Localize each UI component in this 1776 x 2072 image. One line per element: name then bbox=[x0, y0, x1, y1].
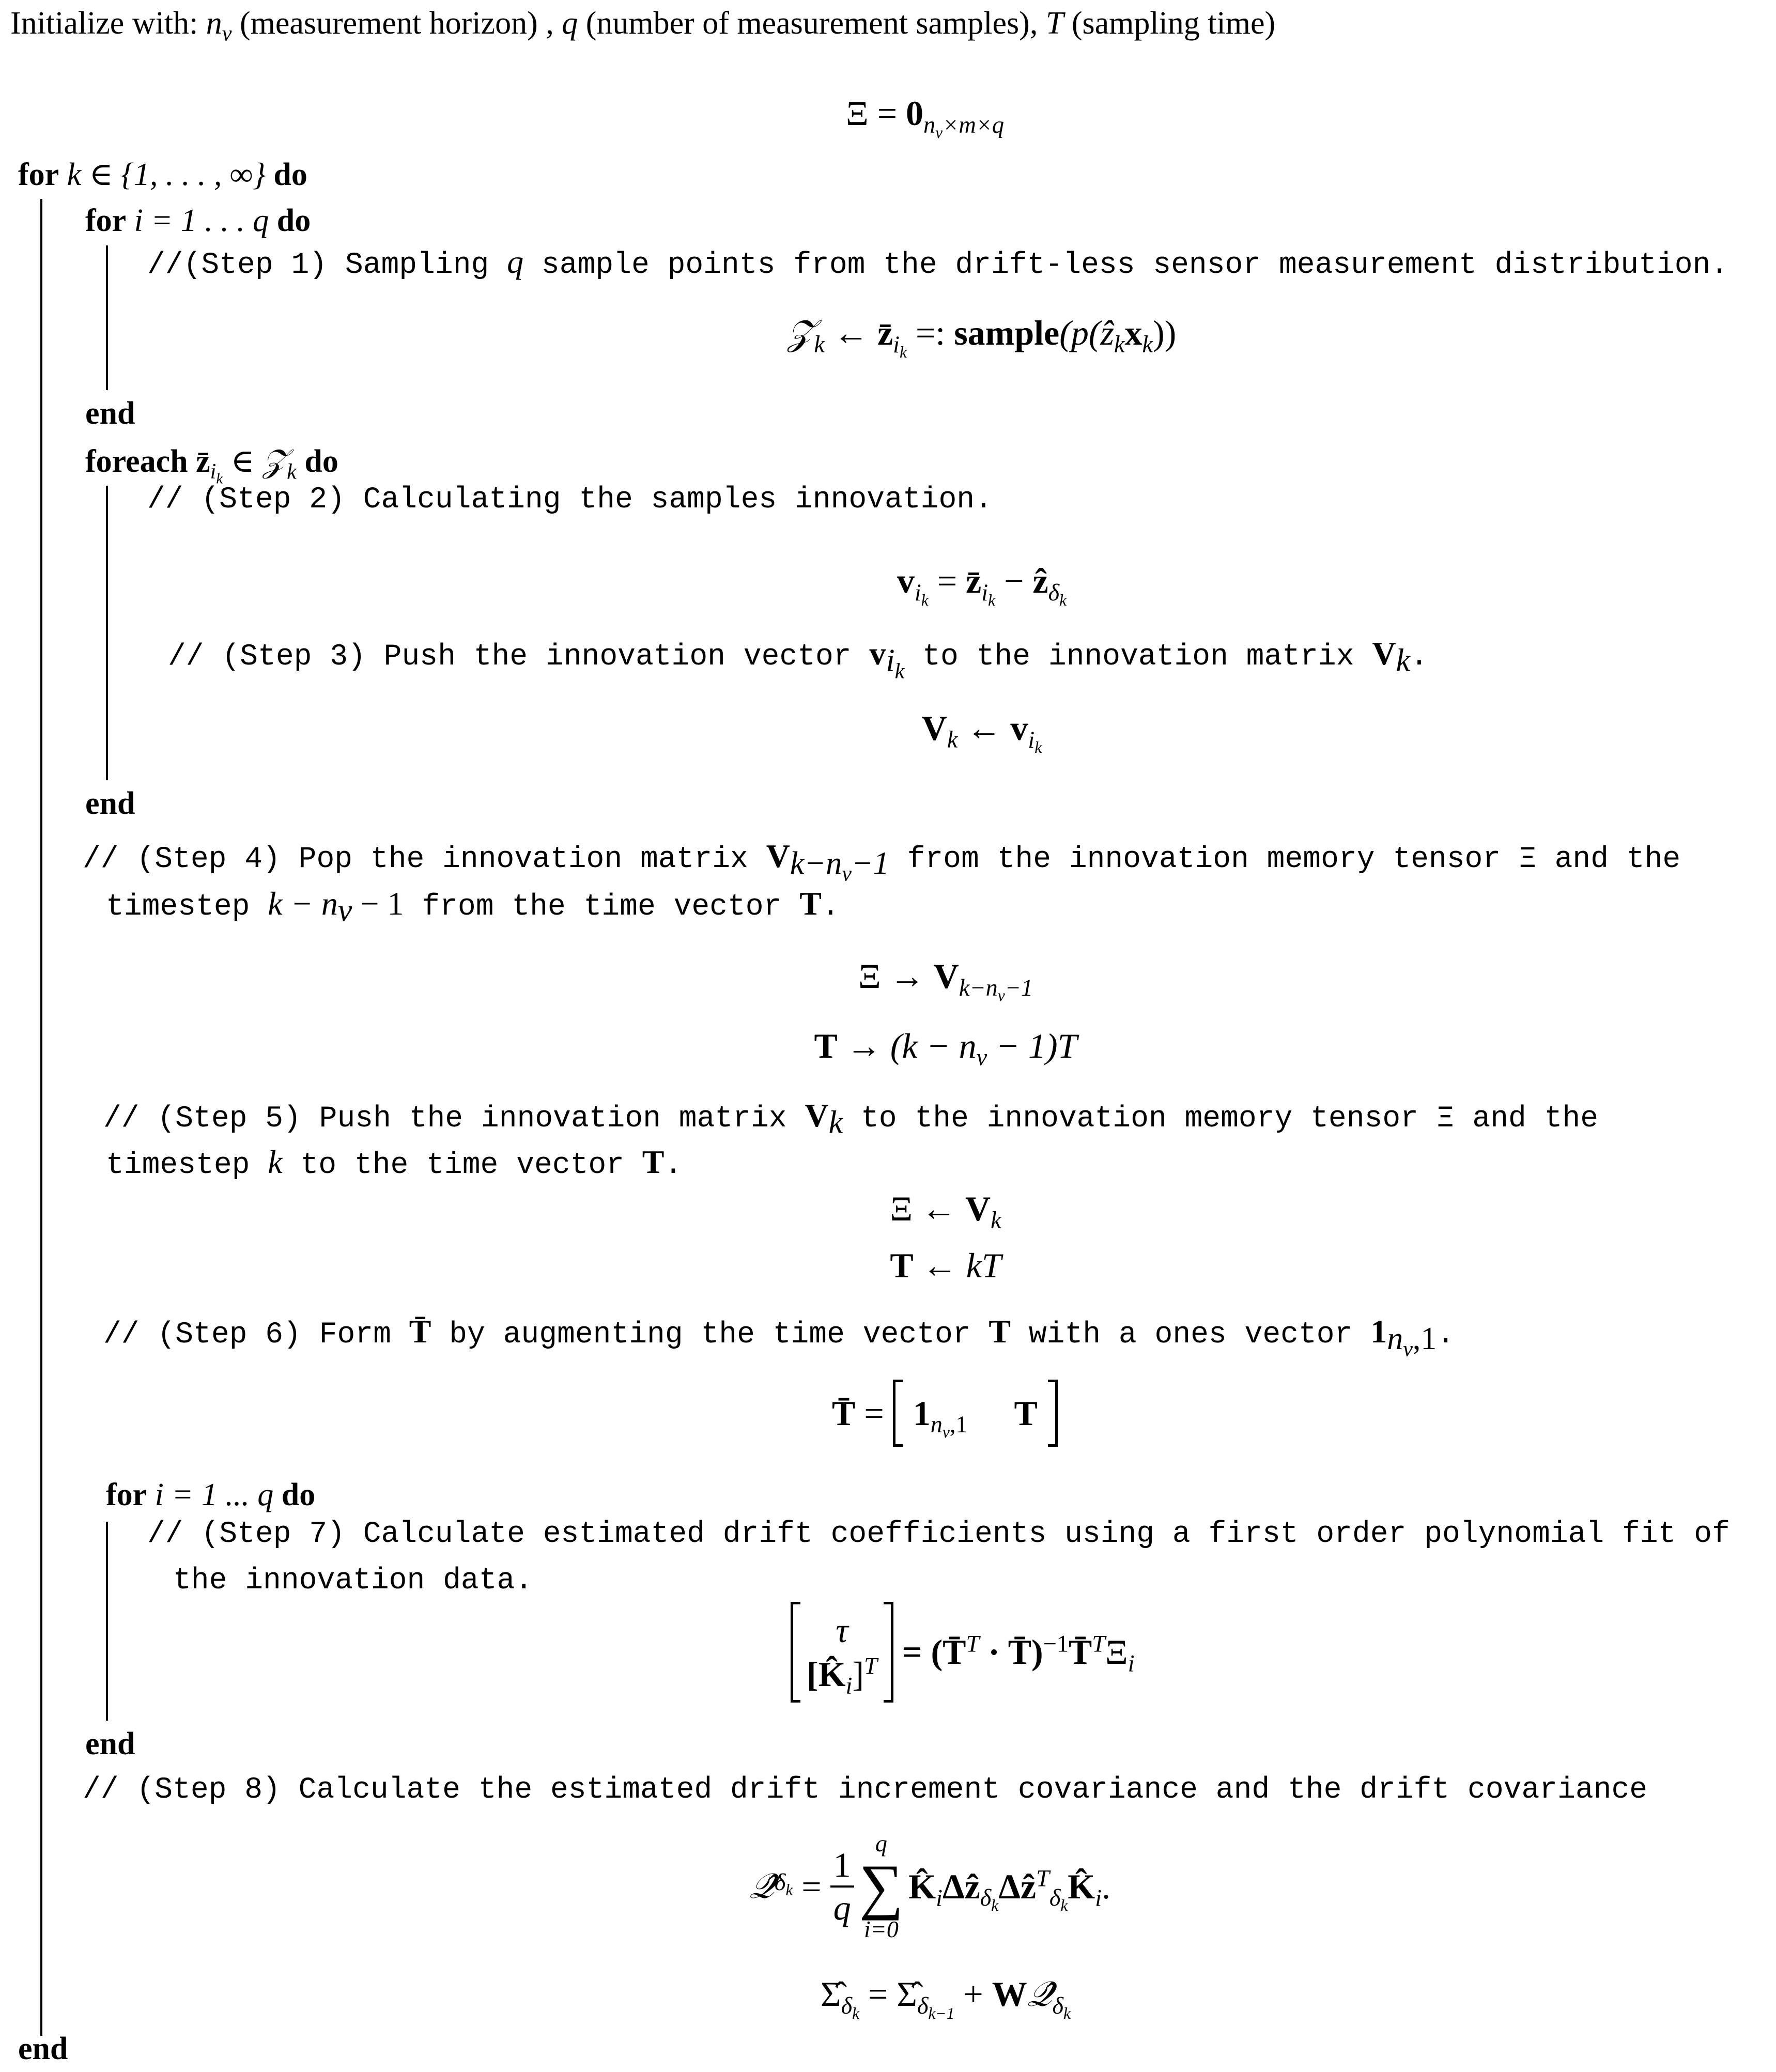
loop2-header bbox=[85, 442, 338, 487]
step1-rest-k: k bbox=[1114, 331, 1125, 358]
step1-Z: 𝒵 bbox=[787, 313, 814, 352]
step4-T: T bbox=[799, 885, 822, 922]
step3-V: V bbox=[1372, 635, 1396, 672]
step3-eq-k: k bbox=[947, 726, 958, 753]
step7-K: [K̂ bbox=[807, 1654, 846, 1694]
step2-zi: i bbox=[981, 579, 989, 606]
step5-Xi: Ξ bbox=[1436, 1102, 1455, 1136]
step6-eq-one-sub-v: v bbox=[942, 1423, 950, 1442]
T-symbol: T bbox=[1045, 6, 1064, 41]
step3-v: v bbox=[869, 635, 886, 672]
step6-one-sub-v: v bbox=[1403, 1336, 1413, 1361]
step5-text-c: and the bbox=[1454, 1102, 1599, 1136]
loop1-kw-do: do bbox=[276, 203, 311, 238]
step7-Xi: Ξ bbox=[1105, 1632, 1128, 1672]
step6-text-d: . bbox=[1437, 1318, 1455, 1352]
step3-eq-V: V bbox=[921, 708, 947, 748]
step1-zbar: z̄ bbox=[877, 313, 893, 352]
loop2-in: ∈ 𝒵 bbox=[223, 444, 287, 479]
loop2-k: k bbox=[216, 470, 223, 487]
step8-K1-i: i bbox=[936, 1885, 943, 1912]
nv-symbol: n bbox=[206, 6, 222, 41]
step2-i: i bbox=[914, 579, 921, 606]
loop3-header bbox=[106, 1477, 315, 1513]
step4-expr-rest: − 1 bbox=[352, 885, 404, 922]
step5-eq1: Ξ ← bbox=[890, 1189, 966, 1228]
step6-left-bracket bbox=[893, 1380, 903, 1447]
step4-equation1 bbox=[858, 956, 1033, 1004]
step2-dk: k bbox=[1059, 591, 1067, 609]
step6-Tbar: T̄ bbox=[409, 1313, 431, 1350]
step6-text-b: by augmenting the time vector bbox=[431, 1318, 989, 1352]
step6-T: T bbox=[989, 1313, 1011, 1350]
step4-text-e: from the time vector bbox=[404, 890, 800, 924]
step7-comment-line2: the innovation data. bbox=[173, 1564, 533, 1598]
nv-subscript: v bbox=[222, 21, 232, 46]
loop2-kw-do: do bbox=[296, 444, 338, 479]
step6-eq-one-sub: n bbox=[930, 1412, 943, 1439]
step5-Vk: k bbox=[828, 1105, 843, 1140]
step1-rest: (p(ẑ bbox=[1059, 313, 1114, 352]
step5-text-a: // (Step 5) Push the innovation matrix bbox=[103, 1102, 805, 1136]
q-description: (number of measurement samples), bbox=[578, 6, 1046, 41]
initialize-line bbox=[10, 5, 1276, 46]
step1-x-k: k bbox=[1142, 331, 1153, 358]
step8-fraction bbox=[830, 1845, 854, 1928]
step4-expr-v: v bbox=[337, 893, 352, 929]
step7-dot: · T̄) bbox=[979, 1632, 1043, 1672]
step4-comment-line2 bbox=[106, 885, 840, 929]
step8-frac-den: q bbox=[833, 1888, 851, 1927]
step8-S-d: δ bbox=[841, 1992, 853, 2019]
step8-K2-i: i bbox=[1095, 1885, 1102, 1912]
step4-text-b: from the innovation memory tensor bbox=[889, 843, 1519, 876]
init-prefix: Initialize with: bbox=[10, 6, 206, 41]
outer-loop-bar bbox=[40, 199, 42, 2036]
step1-sample: sample bbox=[954, 313, 1060, 352]
init-eq-sub-v: v bbox=[935, 123, 943, 142]
kw-for: for bbox=[18, 157, 59, 192]
outer-end: end bbox=[18, 2031, 68, 2066]
loop1-end: end bbox=[85, 396, 135, 431]
step4-eq1-sub-v: v bbox=[997, 986, 1005, 1004]
step2-zbar: z̄ bbox=[966, 561, 982, 600]
step2-delta: δ bbox=[1048, 579, 1060, 606]
step3-equation bbox=[921, 708, 1042, 756]
outer-for-var: k ∈ {1, . . . , ∞} bbox=[59, 157, 274, 192]
step8-sum-top: q bbox=[875, 1830, 887, 1857]
step6-text-a: // (Step 6) Form bbox=[103, 1318, 409, 1352]
step5-text-f: . bbox=[664, 1149, 683, 1182]
step8-sum-sym: ∑ bbox=[859, 1852, 904, 1921]
step4-comment-line1 bbox=[83, 837, 1681, 886]
nv-description: (measurement horizon) , bbox=[231, 6, 562, 41]
step5-eq1-k: k bbox=[991, 1207, 1001, 1234]
step5-V: V bbox=[805, 1097, 829, 1134]
step8-dz1-d: δ bbox=[980, 1885, 992, 1912]
step1-close: )) bbox=[1153, 313, 1177, 352]
step8-dz2-dk: k bbox=[1060, 1896, 1068, 1915]
step8-S2-dk: k−1 bbox=[928, 2004, 955, 2022]
loop3-end: end bbox=[85, 1726, 135, 1761]
step2-minus: − bbox=[995, 561, 1033, 600]
step8-K1: K̂ bbox=[908, 1866, 936, 1906]
step8-S: Σ̂ bbox=[820, 1974, 841, 2014]
step6-eq-one: 1 bbox=[913, 1393, 931, 1433]
step4-eq2-v: v bbox=[976, 1044, 987, 1071]
T-description: (sampling time) bbox=[1063, 6, 1276, 41]
kw-do: do bbox=[273, 157, 307, 192]
step6-eq-T: T bbox=[1014, 1393, 1038, 1433]
step4-eq2-end: − 1)T bbox=[987, 1026, 1077, 1065]
loop3-var: i = 1 ... q bbox=[147, 1477, 282, 1512]
step5-comment-line1 bbox=[103, 1096, 1599, 1140]
loop1-kw-for: for bbox=[85, 203, 127, 238]
init-eq-lhs: Ξ = bbox=[845, 94, 906, 133]
step1-arrow: ← bbox=[824, 313, 877, 352]
step1-Z-k: k bbox=[814, 331, 825, 358]
step4-eq1-xi: Ξ → bbox=[858, 956, 934, 996]
step3-eq-arrow: ← bbox=[958, 708, 1011, 748]
step8-S-dk: k bbox=[852, 2004, 860, 2022]
step8-dz2-d: δ bbox=[1049, 1885, 1061, 1912]
step7-Xi-i: i bbox=[1128, 1650, 1135, 1677]
loop2-zbar: z̄ bbox=[188, 444, 210, 479]
step1-def: =: bbox=[906, 313, 954, 352]
step7-KT: T bbox=[864, 1652, 877, 1679]
step6-comment bbox=[103, 1312, 1455, 1361]
step8-end-dot: . bbox=[1102, 1866, 1111, 1906]
step8-equation1 bbox=[749, 1832, 1110, 1941]
step4-text-f: . bbox=[821, 890, 840, 924]
step7-Ki: i bbox=[845, 1673, 853, 1699]
loop2-bar bbox=[106, 486, 108, 780]
step3-Vk: k bbox=[1396, 643, 1411, 678]
step5-comment-line2 bbox=[106, 1143, 682, 1182]
step8-S-Q: 𝒬̂ bbox=[1027, 1974, 1053, 2014]
step2-zhat: ẑ bbox=[1032, 561, 1048, 600]
step4-eq1-V: V bbox=[933, 956, 959, 996]
step4-eq1-sub: k−n bbox=[959, 975, 998, 1001]
step6-eq-eq: = bbox=[855, 1393, 893, 1433]
step6-matrix bbox=[903, 1393, 1048, 1442]
step6-right-bracket bbox=[1048, 1380, 1058, 1447]
step8-eq: = bbox=[793, 1866, 830, 1906]
loop2-end: end bbox=[85, 786, 135, 821]
step8-dz1-dk: k bbox=[991, 1896, 999, 1915]
step3-k: k bbox=[894, 658, 905, 683]
step4-equation2 bbox=[814, 1026, 1077, 1071]
step7-tau: τ bbox=[836, 1610, 848, 1650]
step1-q: q bbox=[507, 243, 524, 280]
step2-zk: k bbox=[988, 591, 996, 609]
init-eq-sub-rest: ×m×q bbox=[943, 112, 1005, 138]
step8-S-Qdk: k bbox=[1063, 2004, 1071, 2022]
step5-text-b: to the innovation memory tensor bbox=[843, 1102, 1437, 1136]
step8-sum bbox=[859, 1832, 904, 1941]
step8-plus: + bbox=[954, 1974, 992, 2014]
step1-text-a: //(Step 1) Sampling bbox=[147, 249, 507, 282]
step4-text-c: and the bbox=[1536, 843, 1681, 876]
step1-ik: k bbox=[899, 343, 907, 361]
step3-eq-v: v bbox=[1010, 708, 1028, 748]
step6-one-sub-rest: ,1 bbox=[1412, 1321, 1437, 1356]
step6-one: 1 bbox=[1370, 1313, 1387, 1350]
step3-i: i bbox=[886, 643, 895, 678]
step7-vector bbox=[800, 1609, 884, 1699]
step4-eq2-T: T bbox=[814, 1026, 838, 1065]
init-equation bbox=[845, 93, 1005, 142]
step7-Kclose: ] bbox=[852, 1654, 864, 1694]
step8-S-Qd: δ bbox=[1052, 1992, 1064, 2019]
step5-eq2-T: T bbox=[890, 1246, 914, 1285]
step6-eq-lhs: T̄ bbox=[832, 1393, 856, 1433]
step4-expr: k − n bbox=[268, 885, 338, 922]
step7-equation bbox=[791, 1602, 1135, 1703]
loop1-var: i = 1 . . . q bbox=[126, 203, 277, 238]
step8-frac-num: 1 bbox=[830, 1845, 854, 1888]
loop1-header bbox=[85, 203, 311, 239]
step8-Q: 𝒬̂ bbox=[749, 1866, 775, 1906]
step6-eq-one-sub-rest: ,1 bbox=[949, 1412, 968, 1439]
step4-Xi: Ξ bbox=[1518, 843, 1537, 876]
step7-left-bracket bbox=[791, 1602, 800, 1703]
step7-T1: T bbox=[966, 1631, 980, 1658]
step2-comment: // (Step 2) Calculating the samples innovation. bbox=[147, 483, 993, 517]
step5-equation1 bbox=[890, 1188, 1001, 1234]
step2-k: k bbox=[921, 591, 929, 609]
step8-S-eq: = Σ̂ bbox=[859, 1974, 917, 2014]
step3-eq-ik: k bbox=[1034, 738, 1042, 756]
step8-dz2: Δẑ bbox=[998, 1866, 1037, 1906]
step5-eq2-rest: ← kT bbox=[913, 1246, 1001, 1285]
step5-T: T bbox=[642, 1143, 665, 1180]
step4-Vsub-v: v bbox=[842, 861, 852, 886]
step7-Tbar: T̄ bbox=[1068, 1632, 1092, 1672]
step4-text-a: // (Step 4) Pop the innovation matrix bbox=[83, 843, 766, 876]
step8-S2-d: δ bbox=[917, 1992, 929, 2019]
step3-text-b: to the innovation matrix bbox=[904, 640, 1372, 674]
step8-dz2-T: T bbox=[1036, 1865, 1049, 1892]
outer-for-header bbox=[18, 155, 307, 193]
step7-rhs: = (T̄ bbox=[893, 1632, 966, 1672]
step7-inv: −1 bbox=[1043, 1631, 1069, 1658]
step8-Q-dk: k bbox=[785, 1881, 793, 1899]
step5-text-e: to the time vector bbox=[282, 1149, 642, 1182]
step4-Vsub-rest: −1 bbox=[851, 845, 889, 881]
step4-Vsub: k−n bbox=[790, 845, 842, 881]
step5-text-d: timestep bbox=[106, 1149, 268, 1182]
step6-text-c: with a ones vector bbox=[1011, 1318, 1371, 1352]
step7-T2: T bbox=[1092, 1631, 1105, 1658]
loop2-kw-foreach: foreach bbox=[85, 444, 188, 479]
step1-equation bbox=[787, 313, 1177, 361]
step8-equation2 bbox=[820, 1974, 1071, 2022]
step5-k: k bbox=[268, 1143, 283, 1180]
step8-comment: // (Step 8) Calculate the estimated drift increment covariance and the drift covariance bbox=[83, 1773, 1648, 1807]
loop3-kw-do: do bbox=[281, 1477, 316, 1512]
step2-eq: = bbox=[928, 561, 966, 600]
step8-W: W bbox=[992, 1974, 1027, 2014]
step5-eq1-V: V bbox=[965, 1189, 991, 1228]
step1-text-b: sample points from the drift-less sensor measurement distribution. bbox=[523, 249, 1729, 282]
step8-sum-bot: i=0 bbox=[864, 1916, 899, 1942]
step3-end: . bbox=[1410, 640, 1428, 674]
step4-eq1-sub-rest: −1 bbox=[1005, 975, 1033, 1001]
step2-equation bbox=[897, 561, 1067, 609]
loop2-Zk: k bbox=[287, 459, 297, 484]
step6-equation bbox=[832, 1380, 1058, 1447]
step4-eq2-rest: → (k − n bbox=[837, 1026, 977, 1065]
init-eq-zero: 0 bbox=[906, 94, 924, 133]
step8-Q-d: δ bbox=[774, 1869, 786, 1896]
loop3-bar bbox=[106, 1522, 108, 1721]
loop2-i: i bbox=[210, 459, 217, 484]
step1-i: i bbox=[893, 331, 900, 358]
step3-text-a: // (Step 3) Push the innovation vector bbox=[168, 640, 870, 674]
step4-text-d: timestep bbox=[106, 890, 268, 924]
loop1-bar bbox=[106, 245, 108, 390]
step8-dz1: Δẑ bbox=[942, 1866, 980, 1906]
step3-comment bbox=[168, 635, 1428, 683]
init-eq-sub: n bbox=[923, 112, 936, 138]
step2-v: v bbox=[897, 561, 915, 600]
step7-right-bracket bbox=[884, 1602, 893, 1703]
step6-one-sub: n bbox=[1387, 1321, 1403, 1356]
step5-equation2 bbox=[890, 1245, 1001, 1286]
step7-comment-line1: // (Step 7) Calculate estimated drift coefficients using a first order polynomial fit of bbox=[147, 1518, 1730, 1551]
step1-comment bbox=[147, 243, 1728, 282]
step8-K2: K̂ bbox=[1068, 1866, 1095, 1906]
loop3-kw-for: for bbox=[106, 1477, 147, 1512]
step1-x: x bbox=[1124, 313, 1142, 352]
q-symbol: q bbox=[562, 6, 578, 41]
step4-V: V bbox=[766, 838, 790, 874]
step3-eq-i: i bbox=[1028, 726, 1035, 753]
